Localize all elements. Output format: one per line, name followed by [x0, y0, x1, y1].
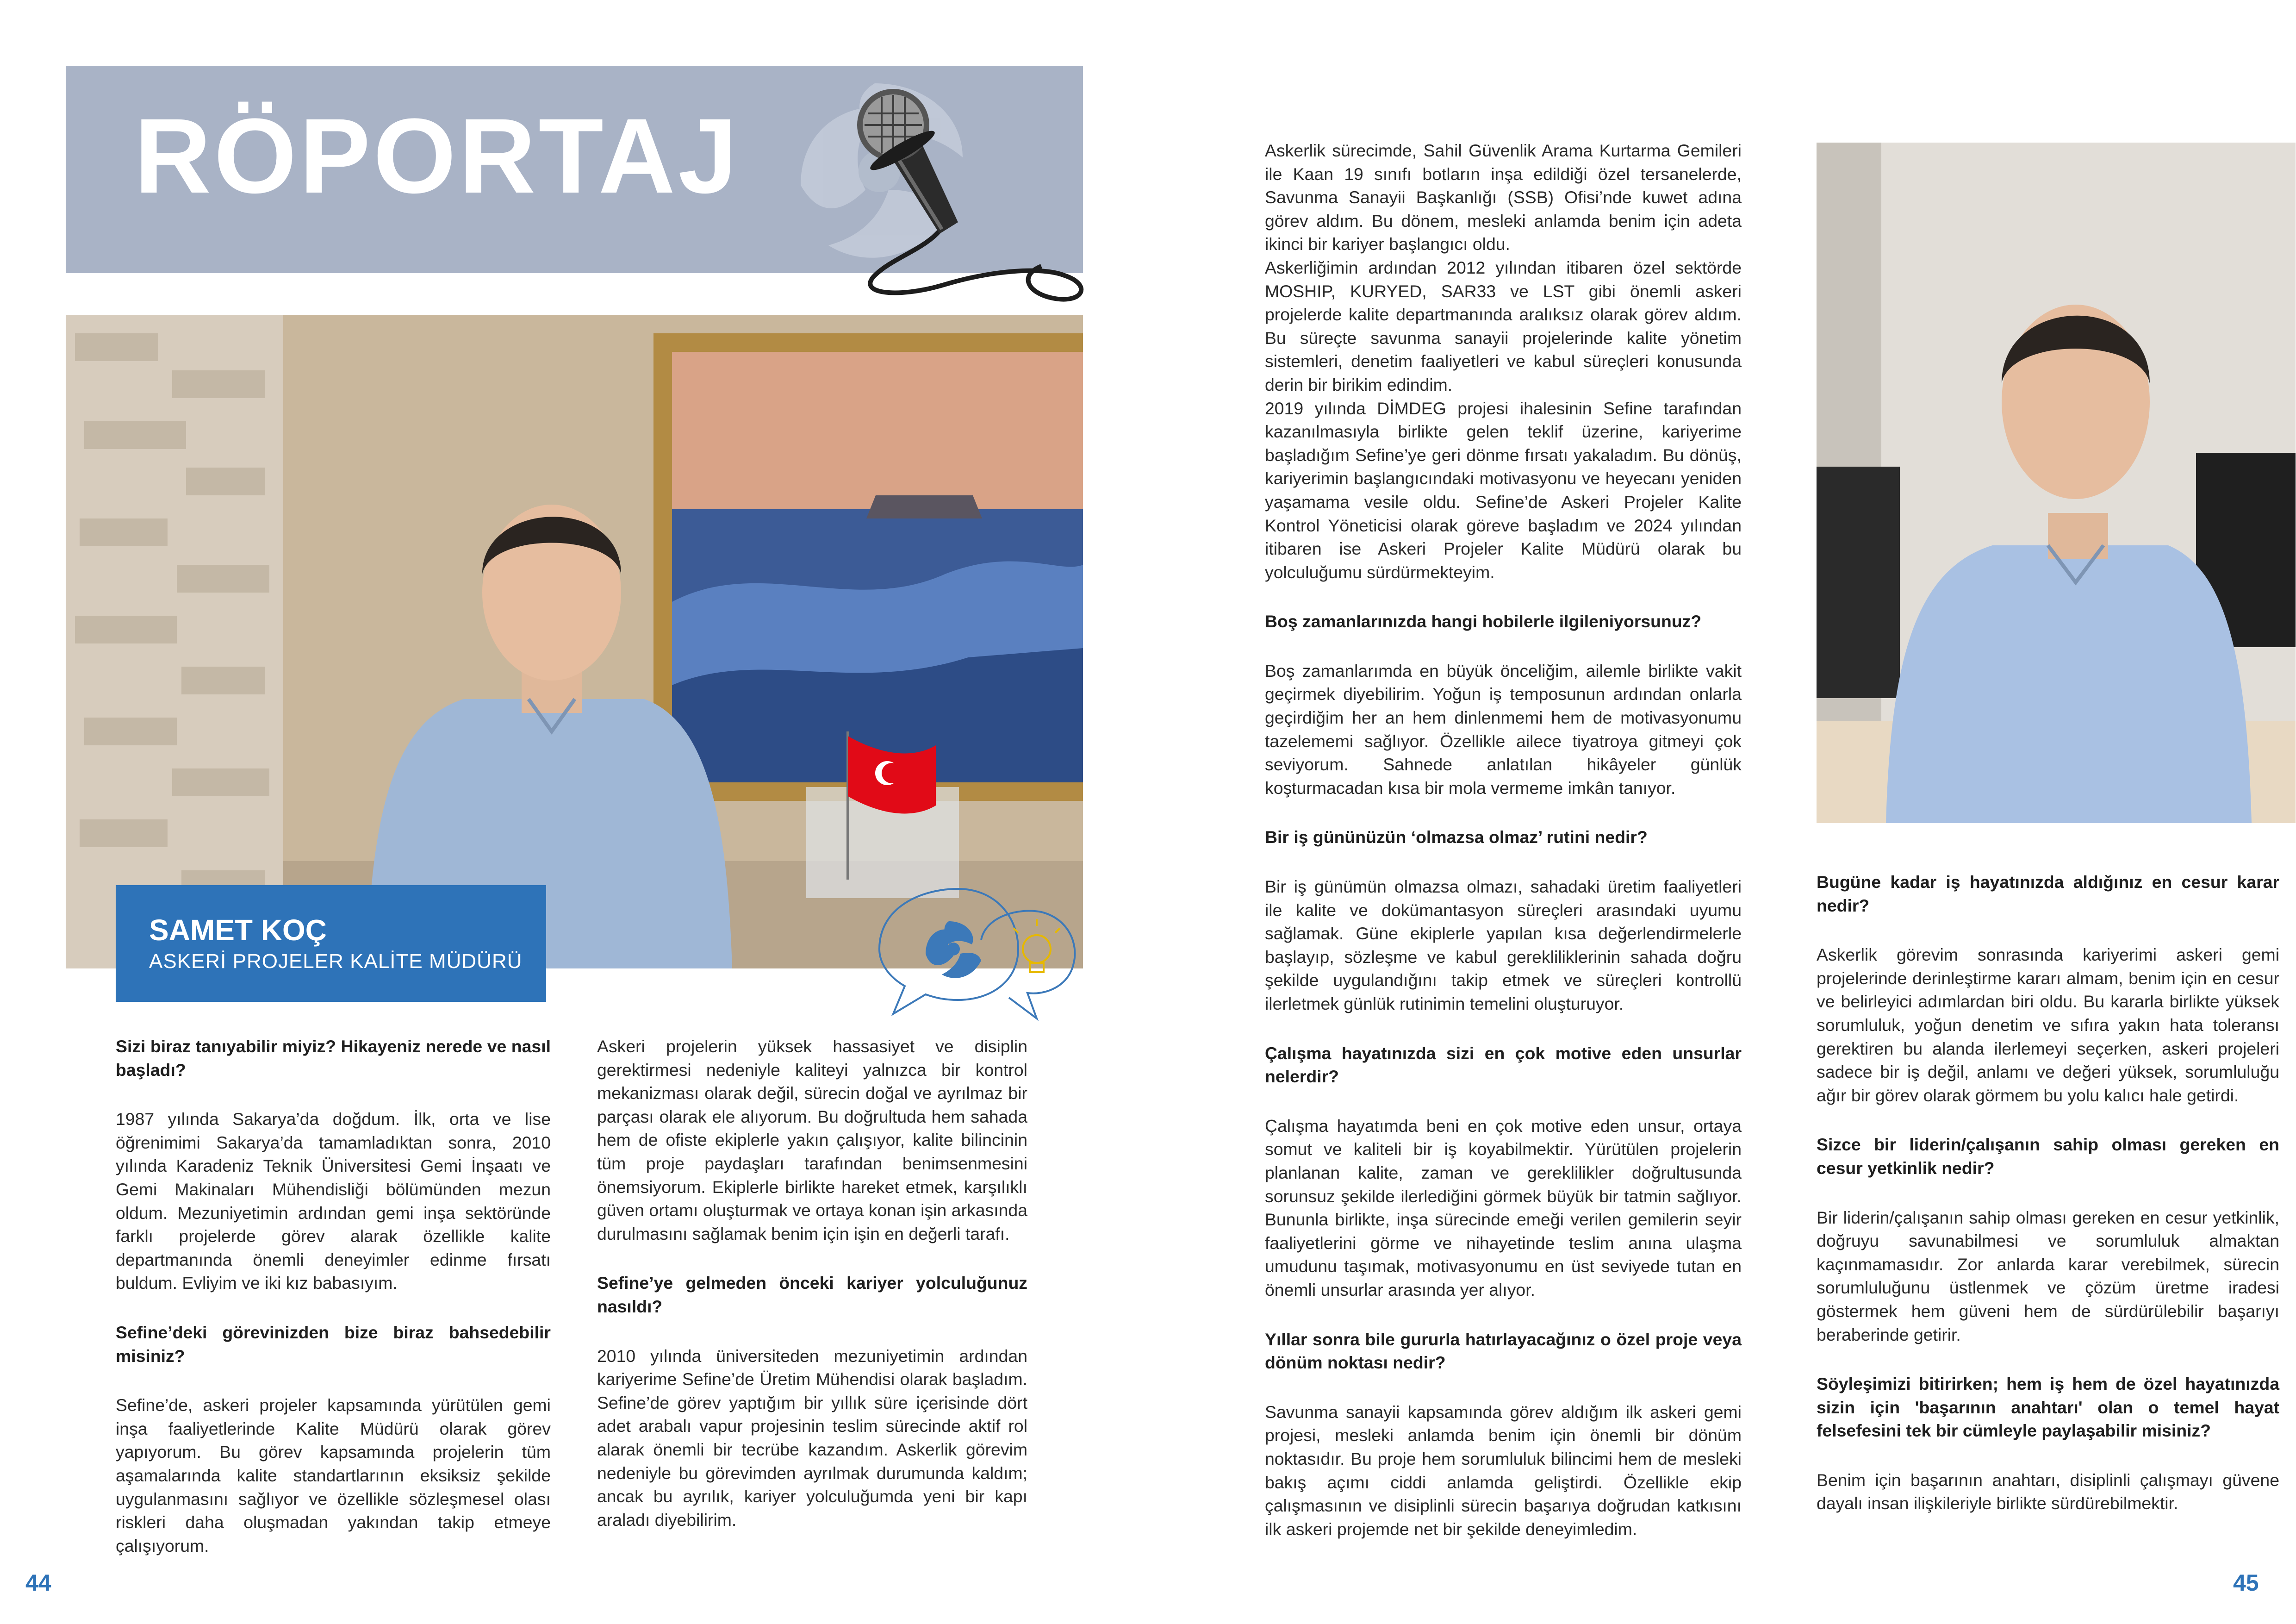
- page-title: RÖPORTAJ: [134, 96, 740, 215]
- question-8: Bugüne kadar iş hayatınızda aldığınız en cesur karar nedir?: [1817, 872, 2279, 915]
- question-3: Sefine’ye gelmeden önceki kariyer yolculuğunuz nasıldı?: [597, 1273, 1027, 1316]
- answer-2-continued: Askeri projelerin yüksek hassasiyet ve disiplin gerektirmesi nedeniyle kaliteyi yalnızca bir kontrol mekanizması olarak değil, sürecin doğal ve ayrılmaz bir parçası olarak ele alıyorum. Bu doğrultuda hem sahada hem de ofiste ekiplerle yakın çalışıyor, kalite bilincinin tüm proje paydaşları tarafından benimsenmesini önemsiyorum. Ekiplerle birlikte hareket etmek, karşılıklı güven ortamı oluşturmak ve ortaya konan işin arkasında durulmasını sağlamak benim için işin en değerli tarafı.: [597, 1037, 1027, 1243]
- text-column-1: [116, 1035, 551, 1557]
- page-number-right: 45: [2233, 1570, 2259, 1596]
- question-5: Bir iş gününüzün ‘olmazsa olmaz’ rutini nedir?: [1265, 827, 1648, 847]
- answer-3-part-2: Askerliğimin ardından 2012 yılından itibaren özel sektörde MOSHIP, KURYED, SAR33 ve LST gibi önemli askeri projelerde kalite departmanında aralıksız olarak görev aldım. Bu süreçte savunma sanayii projelerinde kalite yönetim sistemleri, denetim faaliyetleri ve kabul süreçleri konusunda derin bir birikim edindim.: [1265, 257, 1742, 394]
- person-role: ASKERİ PROJELER KALİTE MÜDÜRÜ: [149, 950, 523, 973]
- person-name: SAMET KOÇ: [149, 913, 327, 947]
- answer-3: 2010 yılında üniversiteden mezuniyetimin ardından kariyerime Sefine’de Üretim Mühendisi olarak başladım. Sefine’de görev yaptığım bir yıllık süre içerisinde dört adet arabalı vapur projesinin teslim sürecinde aktif rol alarak önemli bir tecrübe kazandım. Askerlik görevim nedeniyle bu görevimden ayrılmak durumunda kaldım; ancak bu ayrılık, kariyer yolculuğumda yeni bir kapı araladı diyebilirim.: [597, 1346, 1027, 1530]
- answer-1: 1987 yılında Sakarya’da doğdum. İlk, orta ve lise öğrenimimi Sakarya’da tamamladıktan sonra, 2010 yılında Karadeniz Teknik Üniversitesi Gemi İnşaatı ve Gemi Makinaları Mühendisliği bölümünden mezun oldum. Mezuniyetimin ardından gemi inşa sektöründe farklı projelerde görev alarak özellikle kalite departmanında önemli deneyimler edinme fırsatı buldum. Evliyim ve iki kız babasıyım.: [116, 1109, 551, 1293]
- interview-photo-office: [66, 315, 1083, 968]
- text-column-3: [1265, 139, 1742, 1541]
- question-9: Sizce bir liderin/çalışanın sahip olması gereken en cesur yetkinlik nedir?: [1817, 1135, 2279, 1178]
- microphone-icon: [824, 81, 1129, 308]
- answer-3-part-1: Askerlik sürecimde, Sahil Güvenlik Arama Kurtarma Gemileri ile Kaan 19 sınıfı botların inşa edildiği özel tersanelerde, Savunma Sanayii Başkanlığı (SSB) Ofisi’nde kuwet adına görev aldım. Bu dönem, mesleki anlamda benim için adeta ikinci bir kariyer başlangıcı oldu.: [1265, 141, 1742, 254]
- answer-4: Boş zamanlarımda en büyük önceliğim, ailemle birlikte vakit geçirmek diyebilirim. Yoğun iş temposunun ardından onlarla geçirdiğim her an hem dinlenmemi hem de motivasyonumu tazelememi sağlıyor. Özellikle ailece tiyatroya gitmeyi çok seviyorum. Sahnede anlatılan hikâyeler günlük koşturmacadan kısa bir mola vermeme imkân tanıyor.: [1265, 661, 1742, 798]
- text-column-4: [1817, 870, 2279, 1515]
- page-number-left: 44: [25, 1570, 51, 1596]
- interview-photo-desk: [1817, 143, 2296, 823]
- speech-bubbles-icon: [865, 880, 1083, 1028]
- question-10: Söyleşimizi bitirirken; hem iş hem de özel hayatınızda sizin için 'başarının anahtarı' olan o temel hayat felsefesini tek bir cümleyle paylaşabilir misiniz?: [1817, 1374, 2279, 1441]
- question-7: Yıllar sonra bile gururla hatırlayacağınız o özel proje veya dönüm noktası nedir?: [1265, 1329, 1742, 1373]
- answer-2: Sefine’de, askeri projeler kapsamında yürütülen gemi inşa faaliyetlerinde Kalite Müdürü olarak görev yapıyorum. Bu görev kapsamında projelerin tüm aşamalarında kalite standartlarının eksiksiz şekilde uygulanmasını sağlıyor ve özellikle sözleşmesel olası riskleri daha oluşmadan yakından takip etmeye çalışıyorum.: [116, 1395, 551, 1555]
- text-column-2: [597, 1035, 1027, 1531]
- answer-5: Bir iş günümün olmazsa olmazı, sahadaki üretim faaliyetleri ile kalite ve dokümantasyon süreçleri arasındaki uyumu sağlamak. Güne ekiplerle yapılan kısa değerlendirmelerle başlayıp, sözleşme ve kabul gerekliliklerinin sahada doğru şekilde uygulandığını takip etmek ve süreçleri kontrollü ilerletmek günlük rutinimin temelini oluşturuyor.: [1265, 877, 1742, 1013]
- answer-7: Savunma sanayii kapsamında görev aldığım ilk askeri gemi projesi, mesleki anlamda benim için önemli bir dönüm noktasıdır. Bu proje hem sorumluluk bilincimi hem de mesleki bakış açımı ciddi anlamda geliştirdi. Özellikle ekip çalışmasının ve disiplinli sürecin başarıya doğrudan katkısını ilk askeri projemde net bir şekilde deneyimledim.: [1265, 1402, 1742, 1539]
- answer-3-part-3: 2019 yılında DİMDEG projesi ihalesinin Sefine tarafından kazanılmasıyla birlikte gelen teklif üzerine, kariyerime başladığım Sefine’ye geri dönme fırsatı yakaladım. Bu dönüş, kariyerimin başlangıcındaki motivasyonu ve heyecanı yeniden yaşamama vesile oldu. Sefine’de Askeri Projeler Kalite Kontrol Yöneticisi olarak göreve başladım ve 2024 yılından itibaren ise Askeri Projeler Kalite Müdürü olarak bu yolculuğumu sürdürmekteyim.: [1265, 398, 1742, 582]
- answer-10: Benim için başarının anahtarı, disiplinli çalışmayı güvene dayalı insan ilişkileriyle birlikte sürdürebilmektir.: [1817, 1470, 2279, 1513]
- answer-6: Çalışma hayatımda beni en çok motive eden unsur, ortaya somut ve kaliteli bir iş koyabilmektir. Yürütülen projelerin planlanan kalite, zaman ve gereklilikler doğrultusunda sorunsuz şekilde ilerlediğini görmek büyük bir tatmin sağlıyor. Bununla birlikte, inşa sürecinde emeği verilen gemilerin seyir faaliyetlerini görme ve nihayetinde teslim anına ulaşma umudunu taşımak, motivasyonumu en üst seviyede tutan en önemli unsurlar arasında yer alıyor.: [1265, 1116, 1742, 1299]
- question-6: Çalışma hayatınızda sizi en çok motive eden unsurlar nelerdir?: [1265, 1043, 1742, 1087]
- answer-8: Askerlik görevim sonrasında kariyerimi askeri gemi projelerinde derinleştirme kararı almam, benim için en cesur ve belirleyici adımlardan biri oldu. Bu kararla birlikte yüksek sorumluluk, yoğun denetim ve sıfıra yakın hata toleransı gerektiren bu alanda ilerlemeyi seçerken, askeri projeleri sadece bir iş değil, anlamı ve değeri yüksek, sorumluluğu ağır bir görev olarak görmem bu yolu kalıcı hale getirdi.: [1817, 945, 2279, 1105]
- question-2: Sefine’deki görevinizden bize biraz bahsedebilir misiniz?: [116, 1322, 551, 1366]
- question-4: Boş zamanlarınızda hangi hobilerle ilgileniyorsunuz?: [1265, 612, 1702, 631]
- question-1: Sizi biraz tanıyabilir miyiz? Hikayeniz nerede ve nasıl başladı?: [116, 1037, 551, 1080]
- answer-9: Bir liderin/çalışanın sahip olması gereken en cesur yetkinlik, doğruyu savunabilmesi ve sorumluluk almaktan kaçınmamasıdır. Zor anlarda karar verebilmek, sürecin sorumluluğunu üstlenmek ve çözüm üretme iradesi göstermek hem güveni hem de sürdürülebilir başarıyı beraberinde getirir.: [1817, 1207, 2279, 1344]
